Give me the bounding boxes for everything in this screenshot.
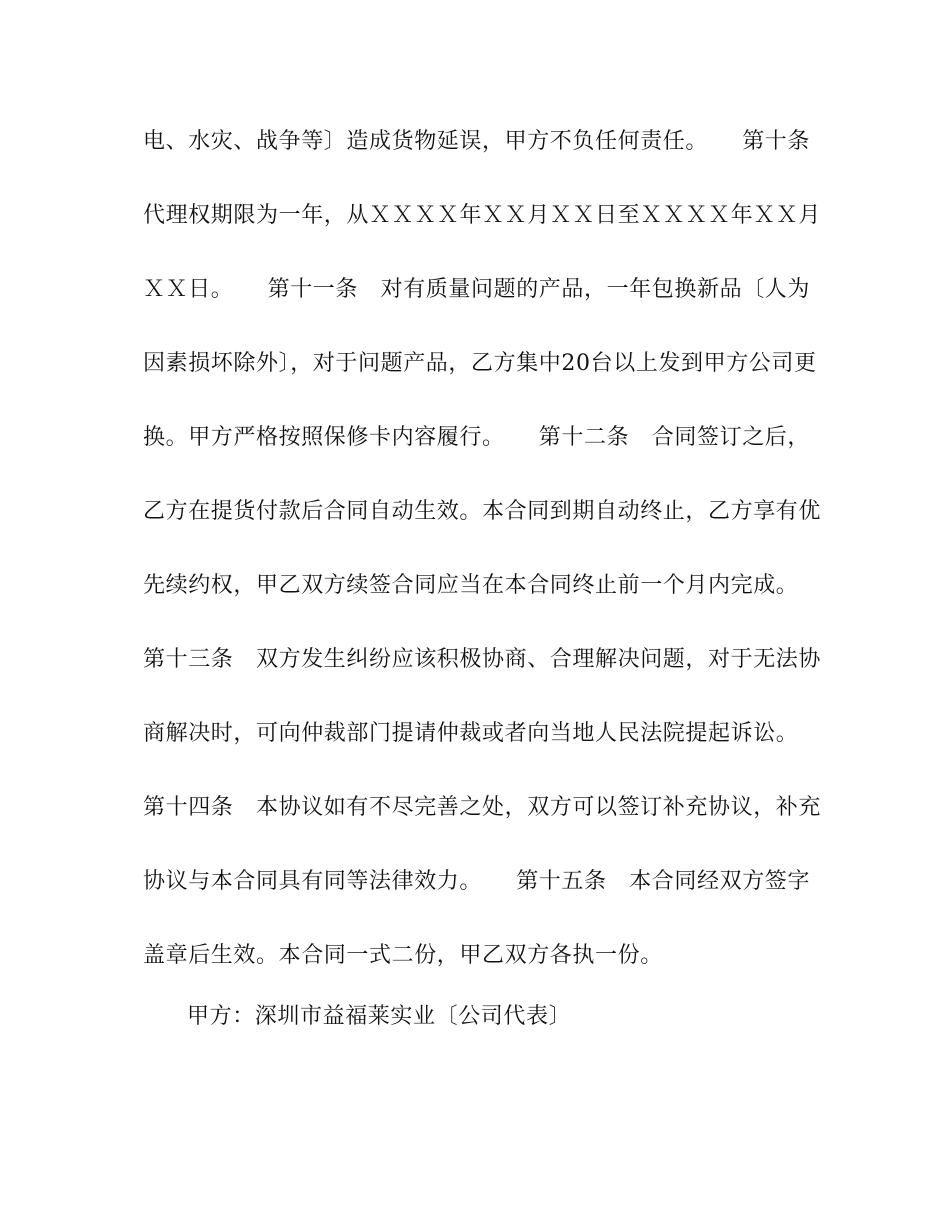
contract-text-line-1: 电、水灾、战争等〕造成货物延误，甲方不负任何责任。 第十条 — [143, 129, 811, 154]
contract-text-line-7: 先续约权，甲乙双方续签合同应当在本合同终止前一个月内完成。 — [143, 573, 799, 598]
contract-text-line-10: 第十四条 本协议如有不尽完善之处，双方可以签订补充协议，补充 — [143, 795, 822, 820]
party-a-signature-line: 甲方：深圳市益福莱实业〔公司代表〕 — [187, 1004, 572, 1029]
contract-text-line-9: 商解决时，可向仲裁部门提请仲裁或者向当地人民法院提起诉讼。 — [143, 721, 799, 746]
contract-text-line-5: 换。甲方严格按照保修卡内容履行。 第十二条 合同签订之后， — [143, 425, 811, 450]
contract-text-line-3: ＸＸ日。 第十一条 对有质量问题的产品，一年包换新品〔人为 — [143, 277, 811, 302]
contract-text-line-12: 盖章后生效。本合同一式二份，甲乙双方各执一份。 — [143, 943, 663, 968]
contract-text-line-4: 因素损坏除外〕，对于问题产品，乙方集中20台以上发到甲方公司更 — [143, 351, 817, 376]
contract-text-line-8: 第十三条 双方发生纠纷应该积极协商、合理解决问题，对于无法协 — [143, 647, 822, 672]
contract-text-line-11: 协议与本合同具有同等法律效力。 第十五条 本合同经双方签字 — [143, 869, 811, 894]
contract-text-line-2: 代理权期限为一年，从ＸＸＸＸ年ＸＸ月ＸＸ日至ＸＸＸＸ年ＸＸ月 — [143, 203, 822, 228]
contract-text-line-6: 乙方在提货付款后合同自动生效。本合同到期自动终止，乙方享有优 — [143, 499, 822, 524]
